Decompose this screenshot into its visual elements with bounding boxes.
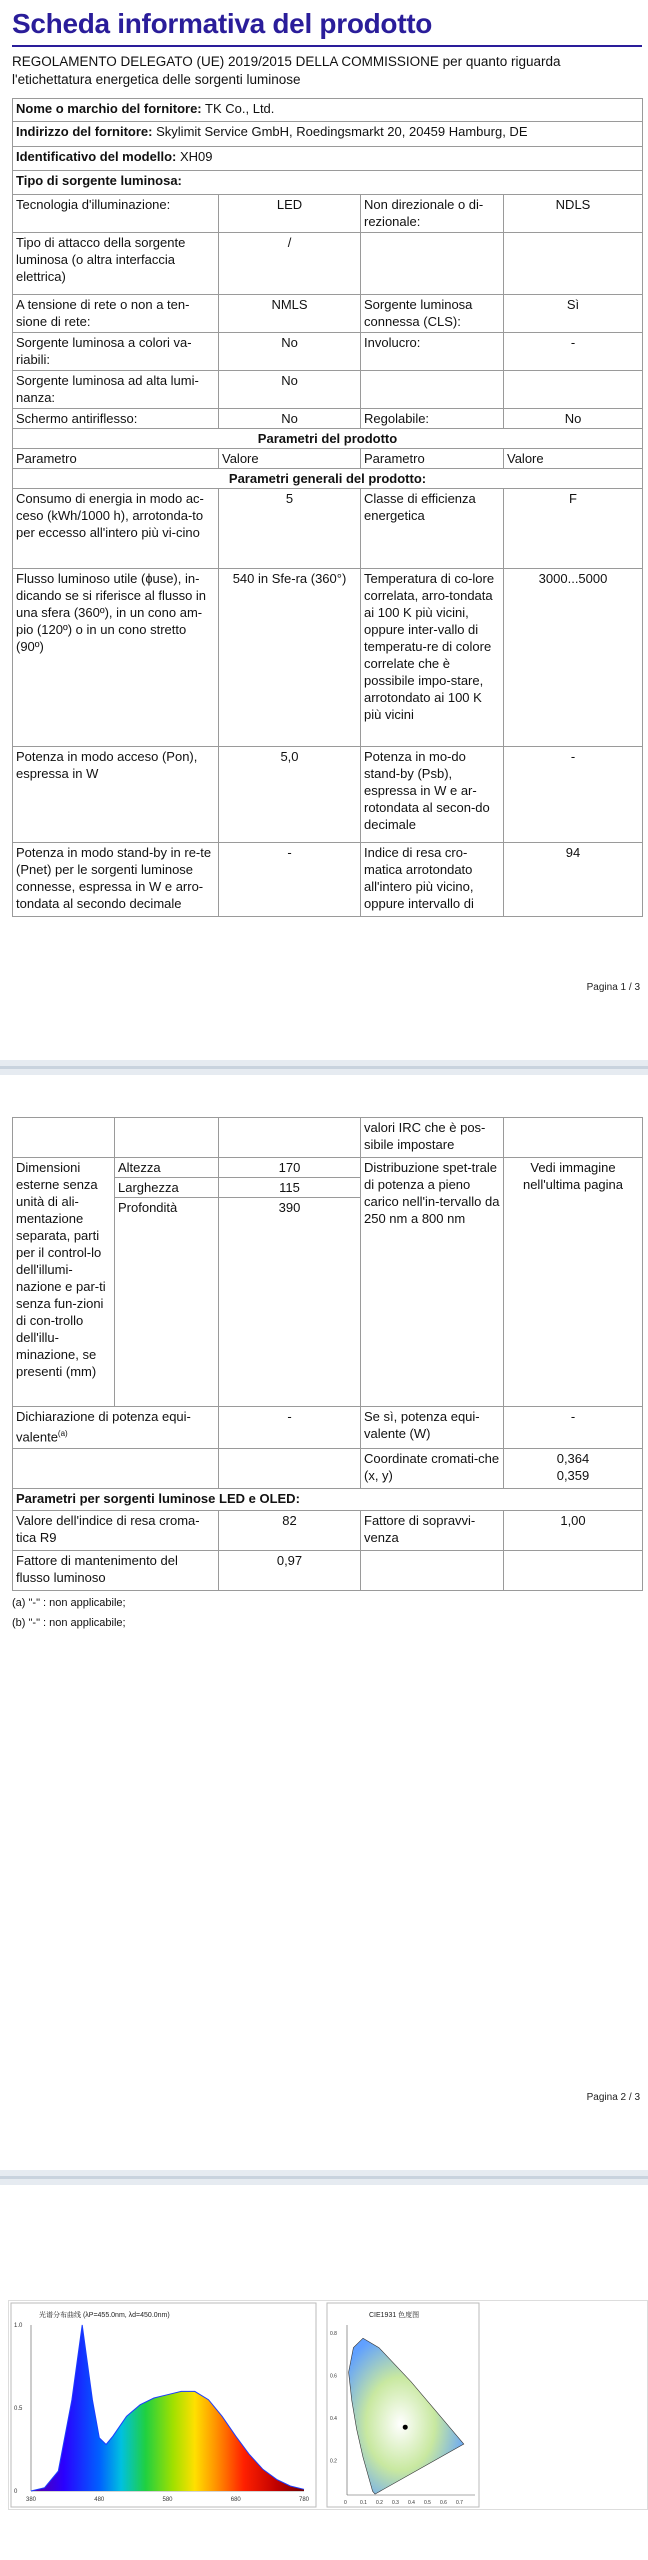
page-separator — [0, 2170, 648, 2185]
spd-value: Vedi immagine nell'ultima pagina — [504, 1158, 643, 1407]
footnote-a: (a) "-" : non applicabile; — [12, 1597, 126, 1609]
colour-tunable-label: Sorgente luminosa a colori va-riabili: — [13, 333, 219, 371]
useful-flux-label: Flusso luminoso utile (ɸuse), in-dicando se si riferisce al flusso in una sfera (360º), in un cono am-pio (120º) o in un cono stretto (90º) — [13, 569, 219, 747]
width-label: Larghezza — [115, 1178, 219, 1198]
product-info-table-continued — [12, 1117, 643, 1591]
on-mode-power-label: Potenza in modo acceso (Pon), espressa in W — [13, 747, 219, 843]
cri-value: 94 — [504, 843, 643, 917]
empty-cell — [219, 1449, 361, 1489]
page-number: Pagina 2 / 3 — [586, 2092, 640, 2103]
title-rule — [12, 45, 642, 47]
cap-type-value: / — [219, 233, 361, 295]
lumen-maintenance-value: 0,97 — [219, 1551, 361, 1591]
cie-title: CIE1931 色度图 — [369, 2312, 420, 2319]
spectrum-x-tick: 680 — [230, 2497, 241, 2503]
colour-tunable-value: No — [219, 333, 361, 371]
cct-value: 3000...5000 — [504, 569, 643, 747]
antiglare-label: Schermo antiriflesso: — [13, 409, 219, 429]
regulation-subtitle: REGOLAMENTO DELEGATO (UE) 2019/2015 DELLA COMMISSIONE per quanto riguarda l'etichettatura energetica delle sorgenti luminose — [12, 54, 561, 87]
model-row — [13, 147, 643, 171]
consumption-label: Consumo di energia in modo ac-ceso (kWh/1000 h), arrotonda-to per eccesso all'intero più vi-cino — [13, 489, 219, 569]
spectrum-x-tick: 580 — [162, 2497, 173, 2503]
tech-label: Tecnologia d'illuminazione: — [13, 195, 219, 233]
standby-power-label: Potenza in mo-do stand-by (Psb), espressa in W e ar-rotondata al secon-do decimale — [361, 747, 504, 843]
chromaticity-label: Coordinate cromati-che (x, y) — [361, 1449, 504, 1489]
supplier-name-label: Nome o marchio del fornitore: — [16, 101, 202, 116]
envelope-label: Involucro: — [361, 333, 504, 371]
page-number: Pagina 1 / 3 — [586, 982, 640, 993]
equivalent-w-label: Se sì, potenza equi-valente (W) — [361, 1407, 504, 1449]
col-value-header: Valore — [219, 449, 361, 469]
depth-value: 390 — [219, 1198, 361, 1407]
r9-value: 82 — [219, 1511, 361, 1551]
spectrum-image — [8, 2300, 648, 2510]
r9-label: Valore dell'indice di resa croma-tica R9 — [13, 1511, 219, 1551]
spectrum-x-tick: 480 — [94, 2497, 105, 2503]
high-luminance-label: Sorgente luminosa ad alta lumi-nanza: — [13, 371, 219, 409]
consumption-value: 5 — [219, 489, 361, 569]
cie-x-tick: 0.7 — [456, 2500, 463, 2506]
envelope-value: - — [504, 333, 643, 371]
spectrum-y-tick: 1.0 — [14, 2323, 23, 2329]
tech-value: LED — [219, 195, 361, 233]
mains-value: NMLS — [219, 295, 361, 333]
mains-label: A tensione di rete o non a ten-sione di rete: — [13, 295, 219, 333]
efficiency-class-label: Classe di efficienza energetica — [361, 489, 504, 569]
antiglare-value: No — [219, 409, 361, 429]
high-luminance-value: No — [219, 371, 361, 409]
empty-cell — [504, 1551, 643, 1591]
directional-label: Non direzionale o di-rezionale: — [361, 195, 504, 233]
cls-value: Sì — [504, 295, 643, 333]
empty-cell — [361, 1551, 504, 1591]
col-value-header: Valore — [504, 449, 643, 469]
led-params-header: Parametri per sorgenti luminose LED e OLED: — [13, 1489, 643, 1511]
efficiency-class-value: F — [504, 489, 643, 569]
footnote-b: (b) "-" : non applicabile; — [12, 1617, 126, 1629]
equivalent-w-value: - — [504, 1407, 643, 1449]
equivalent-power-label: Dichiarazione di potenza equi-valente$^{(a)}$ — [13, 1407, 219, 1449]
cap-type-label: Tipo di attacco della sorgente luminosa (o altra interfaccia elettrica) — [13, 233, 219, 295]
directional-value: NDLS — [504, 195, 643, 233]
cie-x-tick: 0.6 — [440, 2500, 447, 2506]
spectrum-title: 光谱分布曲线 (λP=455.0nm, λd=450.0nm) — [39, 2312, 170, 2319]
dimensions-label: Dimensioni esterne senza unità di ali-mentazione separata, parti per il control-lo dell'illumi-nazione e par-ti senza fun-zioni di con-trollo dell'illu-minazione, se presenti (mm) — [13, 1158, 115, 1407]
cie-x-tick: 0.5 — [424, 2500, 431, 2506]
page-3 — [0, 2185, 648, 2560]
spectrum-y-tick: 0.5 — [14, 2406, 23, 2412]
product-info-table — [12, 98, 643, 917]
empty-cell — [13, 1118, 115, 1158]
survival-factor-label: Fattore di sopravvi-venza — [361, 1511, 504, 1551]
empty-cell — [115, 1118, 219, 1158]
supplier-address: Skylimit Service GmbH, Roedingsmarkt 20, 20459 Hamburg, DE — [156, 124, 528, 139]
survival-factor-value: 1,00 — [504, 1511, 643, 1551]
cls-label: Sorgente luminosa connessa (CLS): — [361, 295, 504, 333]
empty-cell — [504, 233, 643, 295]
model-label: Identificativo del modello: — [16, 149, 177, 164]
empty-cell — [504, 371, 643, 409]
lumen-maintenance-label: Fattore di mantenimento del flusso luminoso — [13, 1551, 219, 1591]
cie-y-tick: 0.2 — [330, 2458, 337, 2465]
empty-cell — [504, 1118, 643, 1158]
charts-svg — [9, 2301, 647, 2509]
source-type-label: Tipo di sorgente luminosa: — [13, 171, 643, 195]
supplier-name-row — [13, 99, 643, 122]
chromaticity-x: 0,364 — [556, 1451, 590, 1466]
cie-x-tick: 0.3 — [392, 2500, 399, 2506]
empty-cell — [219, 1118, 361, 1158]
depth-label: Profondità — [115, 1198, 219, 1407]
spectrum-x-tick: 380 — [26, 2497, 37, 2503]
supplier-name: TK Co., Ltd. — [205, 101, 275, 116]
cie-x-tick: 0.4 — [408, 2500, 415, 2506]
chromaticity-point — [403, 2425, 408, 2430]
standby-power-value: - — [504, 747, 643, 843]
equivalent-power-text: Dichiarazione di potenza equi-valente — [16, 1409, 191, 1445]
empty-cell — [361, 233, 504, 295]
page-1 — [0, 0, 648, 1060]
col-param-header: Parametro — [13, 449, 219, 469]
height-value: 170 — [219, 1158, 361, 1178]
cct-label: Temperatura di co-lore correlata, arro-tondata ai 100 K più vicini, oppure inter-vallo di temperatu-re di colore correlate che è possibile impo-stare, arrotondato ai 100 K più vicini — [361, 569, 504, 747]
cie-y-tick: 0.8 — [330, 2331, 337, 2337]
cie-y-tick: 0.6 — [330, 2373, 337, 2380]
col-param-header: Parametro — [361, 449, 504, 469]
cri-label: Indice di resa cro-matica arrotondato all'intero più vicino, oppure intervallo di — [361, 843, 504, 917]
spectrum-x-tick: 780 — [299, 2497, 310, 2503]
cie-x-tick: 0.1 — [360, 2500, 367, 2506]
cie-x-tick: 0.2 — [376, 2500, 383, 2506]
supplier-address-label: Indirizzo del fornitore: — [16, 124, 153, 139]
page-separator — [0, 1060, 648, 1075]
network-standby-label: Potenza in modo stand-by in re-te (Pnet) per le sorgenti luminose connesse, espressa in W e arro-tondata al secondo decimale — [13, 843, 219, 917]
on-mode-power-value: 5,0 — [219, 747, 361, 843]
empty-cell — [13, 1449, 219, 1489]
cie-x-tick: 0 — [344, 2500, 347, 2506]
general-params-header: Parametri generali del prodotto: — [13, 469, 643, 489]
spd-label: Distribuzione spet-trale di potenza a pieno carico nell'in-tervallo da 250 nm a 800 nm — [361, 1158, 504, 1407]
width-value: 115 — [219, 1178, 361, 1198]
page-2 — [0, 1075, 648, 2170]
height-label: Altezza — [115, 1158, 219, 1178]
product-params-header: Parametri del prodotto — [13, 429, 643, 449]
chromaticity-y: 0,359 — [556, 1468, 590, 1483]
useful-flux-value: 540 in Sfe-ra (360°) — [219, 569, 361, 747]
document-title: Scheda informativa del prodotto — [12, 8, 433, 39]
cri-label-continued: valori IRC che è pos-sibile impostare — [361, 1118, 504, 1158]
dimmable-value: No — [504, 409, 643, 429]
chromaticity-value — [504, 1449, 643, 1489]
cie-y-tick: 0.4 — [330, 2416, 337, 2422]
supplier-address-row — [13, 122, 643, 147]
network-standby-value: - — [219, 843, 361, 917]
empty-cell — [361, 371, 504, 409]
model-identifier: XH09 — [179, 149, 213, 164]
spectrum-y-tick: 0 — [14, 2489, 18, 2495]
dimmable-label: Regolabile: — [361, 409, 504, 429]
equivalent-power-value: - — [219, 1407, 361, 1449]
